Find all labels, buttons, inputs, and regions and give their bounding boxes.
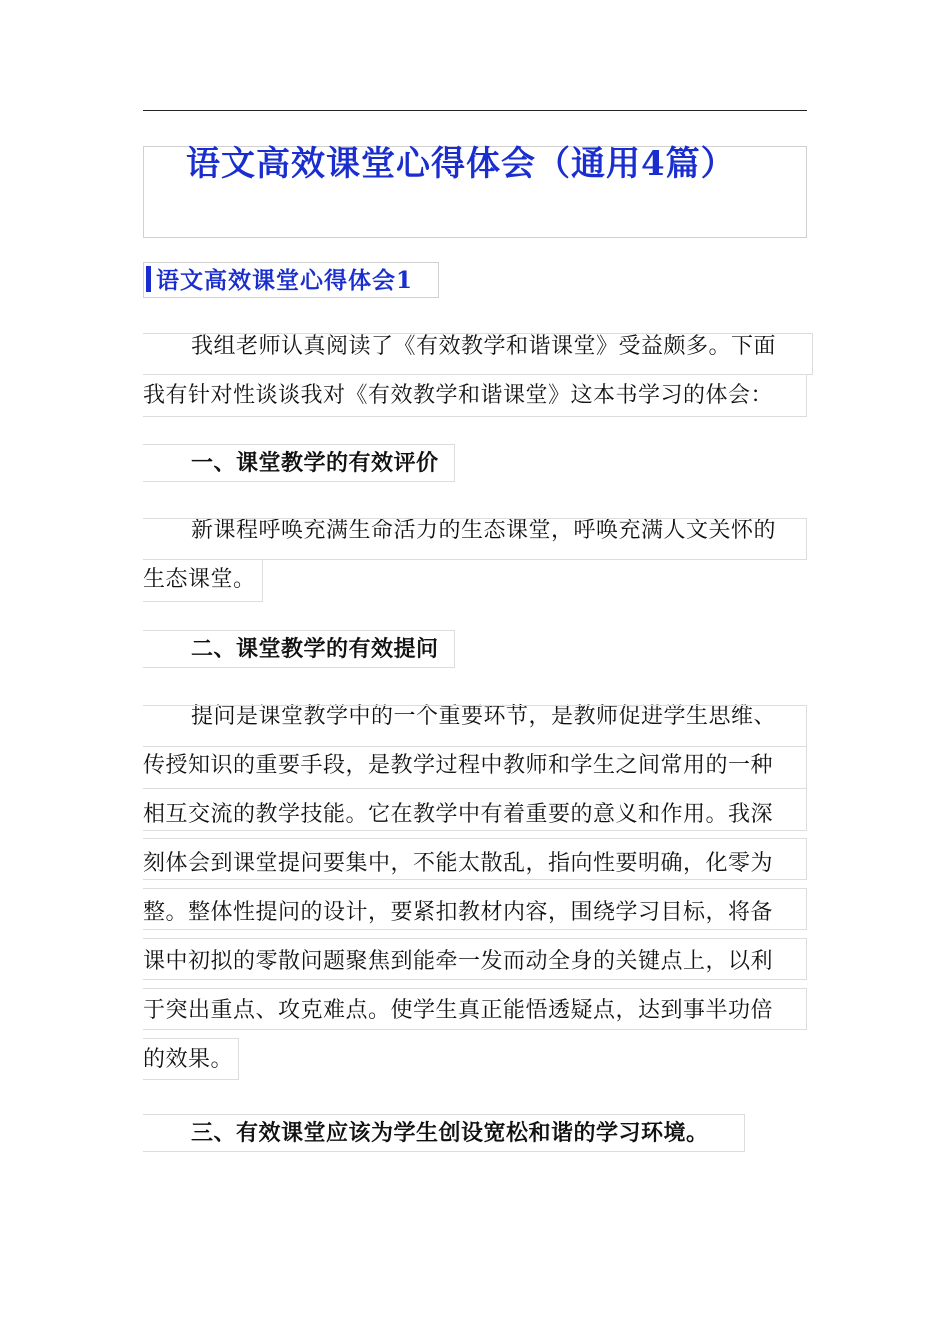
header-rule xyxy=(143,110,807,111)
paragraph-line: 新课程呼唤充满生命活力的生态课堂，呼唤充满人文关怀的 xyxy=(191,518,777,543)
heading-3: 三、有效课堂应该为学生创设宽松和谐的学习环境。 xyxy=(191,1121,709,1146)
paragraph-line: 相互交流的教学技能。它在教学中有着重要的意义和作用。我深 xyxy=(143,802,774,827)
section-marker xyxy=(146,266,151,292)
paragraph-line: 我组老师认真阅读了《有效教学和谐课堂》受益颇多。下面 xyxy=(191,334,777,359)
paragraph-line: 于突出重点、攻克难点。使学生真正能悟透疑点，达到事半功倍 xyxy=(143,998,774,1023)
paragraph-line: 生态课堂。 xyxy=(143,567,256,592)
paragraph-line: 整。整体性提问的设计，要紧扣教材内容，围绕学习目标，将备 xyxy=(143,900,774,925)
heading-2: 二、课堂教学的有效提问 xyxy=(191,637,439,662)
paragraph-1 xyxy=(143,506,813,604)
paragraph-line: 的效果。 xyxy=(143,1047,234,1072)
intro-paragraph xyxy=(143,322,813,420)
section-title: 语文高效课堂心得体会1 xyxy=(156,267,414,294)
paragraph-2 xyxy=(143,692,813,1084)
document-title: 语文高效课堂心得体会（通用4篇） xyxy=(186,144,736,184)
heading-1: 一、课堂教学的有效评价 xyxy=(191,451,439,476)
paragraph-line: 传授知识的重要手段，是教学过程中教师和学生之间常用的一种 xyxy=(143,753,774,778)
paragraph-line: 课中初拟的零散问题聚焦到能牵一发而动全身的关键点上，以利 xyxy=(143,949,774,974)
paragraph-line: 提问是课堂教学中的一个重要环节，是教师促进学生思维、 xyxy=(191,704,777,729)
paragraph-line: 刻体会到课堂提问要集中，不能太散乱，指向性要明确，化零为 xyxy=(143,851,774,876)
paragraph-line: 我有针对性谈谈我对《有效教学和谐课堂》这本书学习的体会： xyxy=(143,383,774,408)
